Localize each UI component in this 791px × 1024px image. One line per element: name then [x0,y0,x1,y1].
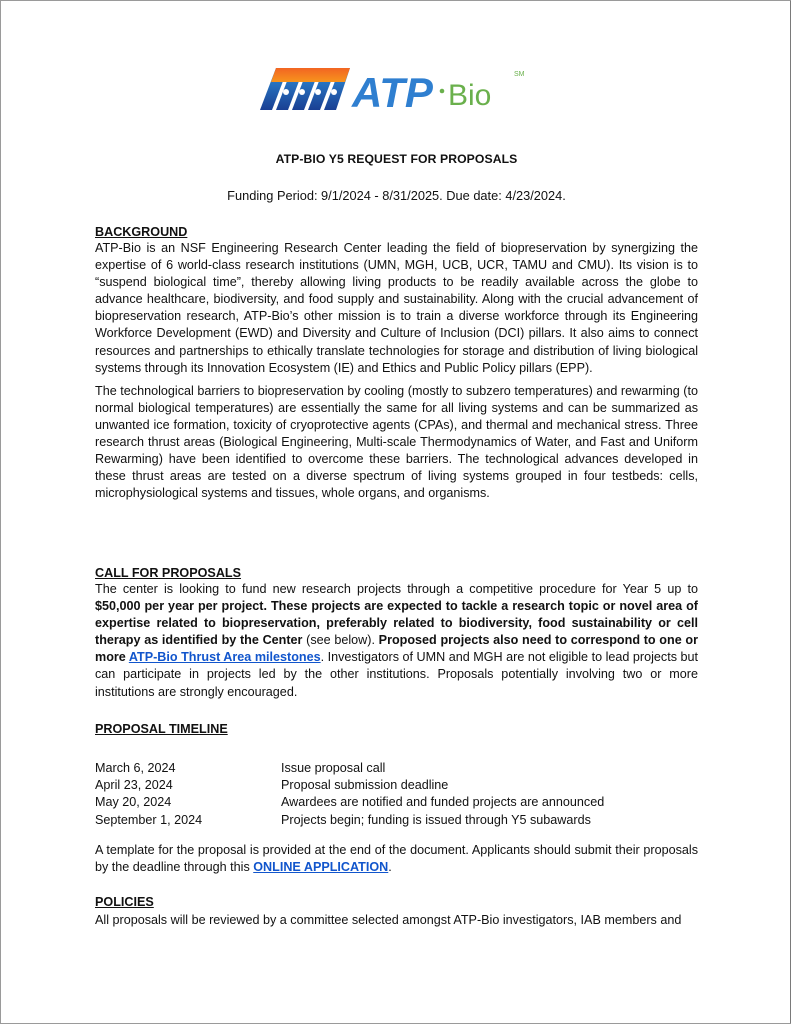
timeline-event: Awardees are notified and funded projects are announced [281,795,605,810]
document-title: ATP-BIO Y5 REQUEST FOR PROPOSALS [275,152,518,166]
background-heading: BACKGROUND [95,225,188,239]
logo-stripes-icon [260,68,350,110]
logo-bio-text: Bio [448,79,492,112]
timeline-row [95,812,698,829]
timeline-date: September 1, 2024 [95,812,203,827]
timeline-heading-wrap [95,721,698,737]
timeline-heading: PROPOSAL TIMELINE [95,722,228,736]
timeline-row [95,760,698,777]
logo-atp-text: ATP [352,69,433,114]
policies-heading: POLICIES [95,895,154,909]
online-application-link[interactable]: ONLINE APPLICATION [253,860,389,875]
logo-sm-text: SM [514,71,525,78]
atp-bio-logo [258,62,538,114]
background-paragraph-2: The technological barriers to biopreservation by cooling (mostly to subzero temperatures) and rewarming (to normal biological temperatures) are essentially the same for all living systems and can be summarized as unwanted ice formation, toxicity of cryoprotective agents (CPAs), and thermal and mechanical stress. Three research thrust areas (Biological Engineering, Multi-scale Thermodynamics of Water, and Fast and Uniform Rewarming) have been identified to overcome these barriers. The technological advances developed in these thrust areas are tested on a diverse spectrum of living systems grouped in four testbeds: cells, microphysiological systems and tissues, whole organs, and organisms. [95,383,698,501]
background-paragraph-1: ATP-Bio is an NSF Engineering Research Center leading the field of biopreservation by synergizing the expertise of 6 world-class research institutions (UMN, MGH, UCB, UCR, TAMU and CMU). Its vision is to “suspend biological time”, thereby allowing living products to be readily available across the globe to advance healthcare, biodiversity, and food supply and sustainability. Along with the crucial advancement of biopreservation research, ATP-Bio’s other mission is to train a diverse workforce through its Engineering Workforce Development (EWD) and Diversity and Culture of Inclusion (DCI) pillars. It also aims to connect resources and partnerships to ethically translate technologies for storage and distribution of living biological systems through its Innovation Ecosystem (IE) and Ethics and Public Policy pillars (EPP). [95,241,698,375]
thrust-milestones-link[interactable]: ATP-Bio Thrust Area milestones [128,650,321,665]
call-text-1: The center is looking to fund new research projects through a competitive procedure for Year 5 up to [95,582,698,596]
timeline-event: Proposal submission deadline [281,778,449,793]
policies-paragraph: All proposals will be reviewed by a committee selected amongst ATP-Bio investigators, IAB members and [95,913,682,927]
timeline-table [95,760,698,829]
timeline-date: May 20, 2024 [95,795,172,810]
call-paragraph [95,581,698,701]
timeline-date: April 23, 2024 [95,778,173,793]
template-note-section [95,842,698,876]
timeline-row [95,794,698,811]
background-section [95,224,698,502]
policies-section [95,894,698,929]
timeline-date: March 6, 2024 [95,761,176,775]
timeline-event: Projects begin; funding is issued through Y5 subawards [281,812,591,827]
template-note-paragraph [95,842,698,876]
funding-period: Funding Period: 9/1/2024 - 8/31/2025. Due date: 4/23/2024. [227,188,566,203]
timeline-row [95,777,698,794]
call-bold-2: Proposed projects also need to correspond to one or more [95,633,698,665]
call-section [95,565,698,701]
timeline-event: Issue proposal call [281,761,386,775]
call-text-2: (see below). [302,633,379,648]
template-note-text: A template for the proposal is provided at the end of the document. Applicants should submit their proposals by the deadline through this [95,843,698,875]
call-bold-1: $50,000 per year per project. These projects are expected to tackle a research topic or novel area of expertise related to biopreservation, preferably related to biodiversity, food sustainability or cell therapy as identified by the Center [95,599,698,648]
call-text-3: . Investigators of UMN and MGH are not eligible to lead projects but can participate in projects led by the other institutions. Proposals potentially involving two or more institutions are strongly encouraged. [95,650,699,699]
template-note-end: . [388,860,392,875]
call-heading: CALL FOR PROPOSALS [95,566,242,580]
